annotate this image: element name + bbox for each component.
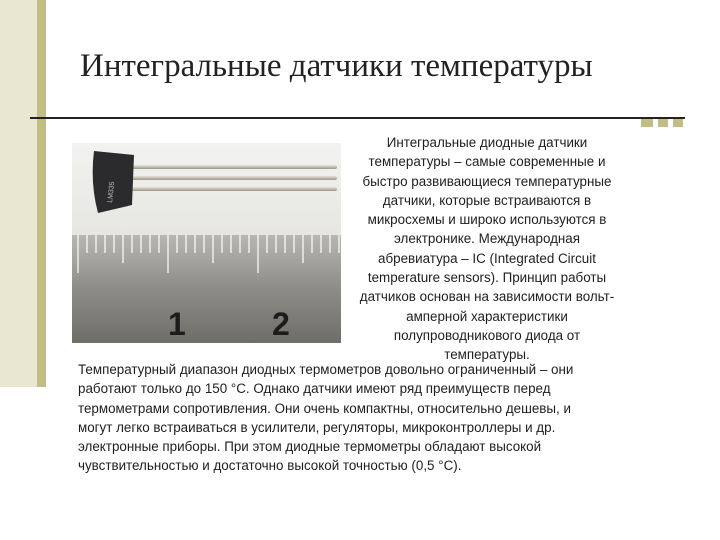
text-line: полупроводникового диода от <box>393 327 581 343</box>
text-line: амперной характеристики <box>406 308 568 324</box>
ruler-number: 1 <box>168 306 186 342</box>
divider-accent-squares <box>641 119 683 127</box>
sensor-lead <box>127 176 337 180</box>
text-line: могут легко встраиваться в усилители, регуляторы, микроконтроллеры и др. <box>78 419 556 435</box>
text-line: датчиков основан на зависимости вольт- <box>359 289 615 305</box>
sensor-lead <box>127 187 337 191</box>
sensor-lead <box>127 165 337 169</box>
svg-text:LM335: LM335 <box>107 181 117 204</box>
text-line: электронные приборы. При этом диодные термометры обладают высокой <box>78 439 542 455</box>
left-decor-rule <box>37 0 46 387</box>
ruler-number: 2 <box>272 306 290 342</box>
text-line: электронике. Международная <box>393 231 581 247</box>
slide-title: Интегральные датчики температуры <box>80 48 593 84</box>
paragraph-intro <box>352 133 622 365</box>
text-line: температуры. <box>444 347 530 363</box>
text-line: Температурный диапазон диодных термометров довольно ограниченный – они <box>78 362 574 377</box>
text-line: температуры – самые современные и <box>368 154 606 170</box>
left-decor-band <box>0 0 37 387</box>
text-line: temperature sensors). Принцип работы <box>367 270 607 286</box>
sensor-photo <box>72 143 341 343</box>
text-line: абревиатура – IC (Integrated Circuit <box>378 250 596 266</box>
ruler <box>72 235 341 343</box>
text-line: работают только до 150 °С. Однако датчики имеют ряд преимуществ перед <box>78 381 551 397</box>
paragraph-details <box>78 360 704 476</box>
text-line: датчики, которые встраиваются в <box>382 192 592 208</box>
text-line: микросхемы и широко используются в <box>367 212 607 228</box>
title-divider <box>30 117 685 119</box>
text-line: термометрами сопротивления. Они очень компактны, относительно дешевы, и <box>78 400 571 416</box>
text-line: чувствительностью и достаточно высокой точностью (0,5 °С). <box>78 458 462 474</box>
text-line: Интегральные диодные датчики <box>386 135 588 150</box>
text-line: быстро развивающиеся температурные <box>362 173 612 189</box>
